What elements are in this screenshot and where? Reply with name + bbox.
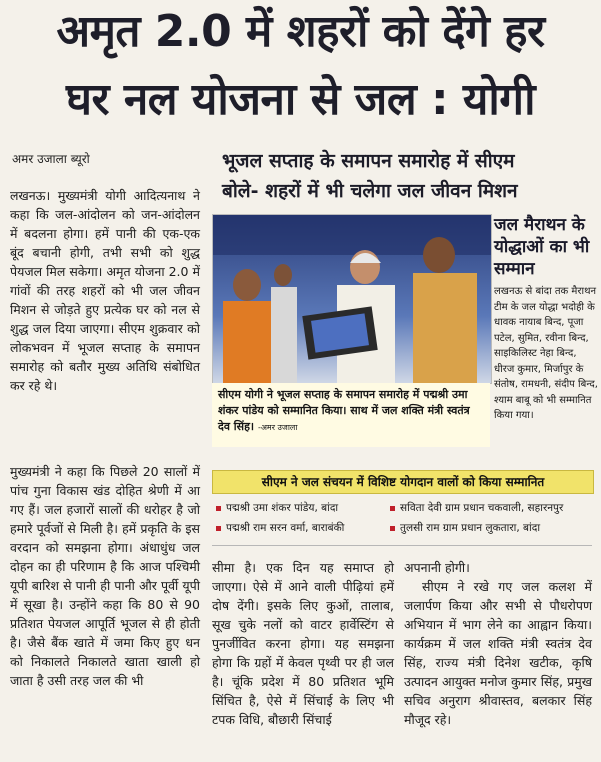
honor-item: सविता देवी ग्राम प्रधान चकवाली, सहारनपुर <box>390 500 563 516</box>
divider <box>212 545 592 546</box>
caption-text: सीएम योगी ने भूजल सप्ताह के समापन समारोह में पद्मश्री उमा शंकर पांडेय को सम्मानित किया। साथ में जल शक्ति मंत्री स्वतंत्र देव सिंह। <box>218 388 470 433</box>
honor-item: पद्मश्री राम सरन वर्मा, बाराबंकी <box>216 520 344 536</box>
sidebar-title: जल मैराथन के योद्धाओं का भी सम्मान <box>494 215 590 279</box>
honor-item: तुलसी राम ग्राम प्रधान लुकतारा, बांदा <box>390 520 540 536</box>
honor-item: पद्मश्री उमा शंकर पांडेय, बांदा <box>216 500 338 516</box>
sidebar-body: लखनऊ से बांदा तक मैराथन टीम के जल योद्धा भदोही के धावक नायाब बिन्द, पूजा पटेल, सुमित, रवीना बिन्द, साइकिलिस्ट नेहा बिन्द, धीरज कुमार, मिर्जापुर के संतोष, रामधनी, संदीप बिन्द, श्याम बाबू को भी सम्मानित किया गया। <box>494 286 598 421</box>
bullet-icon <box>390 506 395 511</box>
article-column-3a: अपनानी होगी। <box>404 560 470 575</box>
bullet-icon <box>216 506 221 511</box>
article-column-3 <box>404 558 592 729</box>
deck-line-1: भूजल सप्ताह के समापन समारोह में सीएम <box>222 150 515 172</box>
byline: अमर उजाला ब्यूरो <box>12 152 90 166</box>
headline-line-1: अमृत 2.0 में शहरों को देंगे हर <box>56 6 545 57</box>
article-column-2: सीमा है। एक दिन यह समाप्त हो जाएगा। ऐसे में आने वाली पीढ़ियां हमें दोष देंगी। इसके लिए कुओं, तालाब, सूख चुके नलों को वाटर हार्वेस्टिंग से पुनर्जीवित करना होगा। यह समझना होगा कि ग्रहों में केवल पृथ्वी पर ही जल है। चूंकि प्रदेश में 80 प्रतिशत भूमि सिंचित है, ऐसे में सिंचाई के लिए भी टपक विधि, बौछारी सिंचाई <box>212 560 394 727</box>
award-ceremony-photo <box>213 215 491 383</box>
deck-line-2: बोले- शहरों में भी चलेगा जल जीवन मिशन <box>222 180 518 202</box>
bullet-icon <box>390 526 395 531</box>
article-paragraph-1: लखनऊ। मुख्यमंत्री योगी आदित्यनाथ ने कहा कि जल-आंदोलन को जन-आंदोलन में बदलना होगा। हमें पानी की एक-एक बूंद बचानी होगी, तभी सभी को शुद्ध पेयजल मिल सकेगा। अमृत योजना 2.0 में गांवों की तरह शहरों को भी जल जीवन मिशन से जोड़ते हुए प्रत्येक घर को नल से शुद्ध जल दिया जाएगा। सीएम शुक्रवार को लोकभवन में भूजल सप्ताह के समापन समारोह को बतौर मुख्य अतिथि संबोधित कर रहे थे। <box>10 188 200 393</box>
article-paragraph-2: मुख्यमंत्री ने कहा कि पिछले 20 सालों में पांच गुना विकास खंड दोहित श्रेणी में आ गए हैं। जल हजारों सालों की धरोहर है जो हमारे पूर्वजों से मिली है। हमें प्रकृति के इस वरदान को समझना होगा। अंधाधुंध जल दोहन का ही परिणाम है कि आज पश्चिमी यूपी बारिश से पानी ही पानी और पूर्वी यूपी में सूखा है। उन्होंने कहा कि 80 से 90 प्रतिशत पेयजल आपूर्ति भूजल से ही होती है। जैसे बैंक खाते में जमा किए हुए धन को निकालते निकालते खाता खाली हो जाता है उसी तरह जल की भी <box>10 464 200 688</box>
news-photo <box>212 214 492 384</box>
bullet-icon <box>216 526 221 531</box>
photo-caption <box>212 383 490 447</box>
headline-line-2: घर नल योजना से जल : योगी <box>66 74 535 125</box>
caption-source: -अमर उजाला <box>257 423 298 432</box>
article-column-3b: सीएम ने रखे गए जल कलश में जलार्पण किया और सभी से पौधरोपण अभियान में भाग लेने का आह्वान किया। कार्यक्रम में जल शक्ति मंत्री स्वतंत्र देव सिंह, राज्य मंत्री दिनेश खटीक, कृषि उत्पादन आयुक्त मनोज कुमार सिंह, प्रमुख सचिव अनुराग श्रीवास्तव, बलकार सिंह मौजूद रहे। <box>404 579 592 727</box>
deck <box>222 146 592 206</box>
honors-banner: सीएम ने जल संचयन में विशिष्ट योगदान वालों को किया सम्मानित <box>212 470 594 494</box>
